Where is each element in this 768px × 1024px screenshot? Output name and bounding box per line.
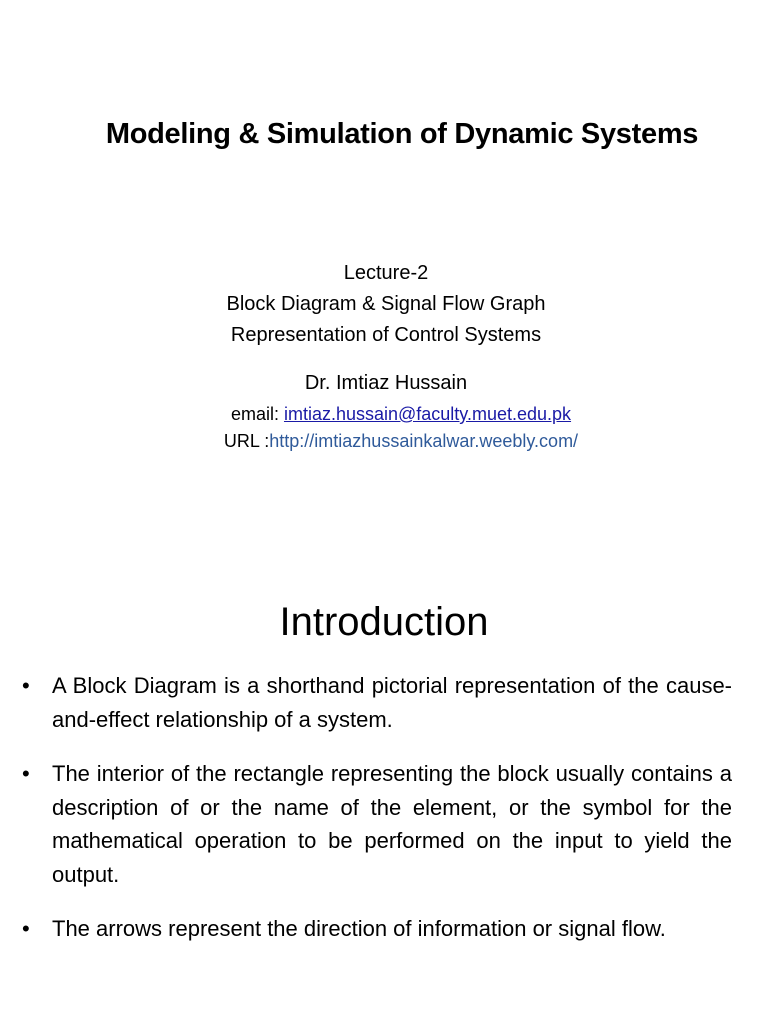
- bullet-item: [20, 757, 732, 891]
- url-label: URL :: [223, 431, 270, 451]
- presentation-title: Modeling & Simulation of Dynamic Systems: [105, 118, 699, 150]
- introduction-slide: [0, 576, 768, 1024]
- bullet-text: A Block Diagram is a shorthand pictorial representation of the cause-and-effect relationship of a system.: [52, 673, 732, 732]
- slide-title: Introduction: [279, 600, 489, 644]
- bullet-list: [20, 669, 732, 967]
- lecture-topic-line-1: Block Diagram & Signal Flow Graph: [226, 293, 546, 315]
- url-row: [0, 431, 768, 452]
- url-link[interactable]: http://imtiazhussainkalwar.weebly.com/: [269, 431, 579, 451]
- bullet-text: The arrows represent the direction of information or signal flow.: [52, 916, 666, 941]
- lecture-number: Lecture-2: [343, 262, 429, 284]
- email-label: email:: [230, 404, 284, 424]
- email-row: [0, 404, 768, 425]
- lecture-subtitle: [0, 258, 768, 351]
- bullet-text: The interior of the rectangle representing the block usually contains a description of or the name of the element, or the symbol for the mathematical operation to be performed on the input to yield the output.: [52, 761, 732, 887]
- lecture-topic-line-2: Representation of Control Systems: [230, 324, 542, 346]
- bullet-item: [20, 912, 732, 946]
- bullet-icon: •: [22, 761, 30, 786]
- email-link[interactable]: imtiaz.hussain@faculty.muet.edu.pk: [283, 404, 572, 424]
- author-name: Dr. Imtiaz Hussain: [304, 372, 468, 394]
- bullet-icon: •: [22, 916, 30, 941]
- bullet-icon: •: [22, 673, 30, 698]
- bullet-item: [20, 669, 732, 736]
